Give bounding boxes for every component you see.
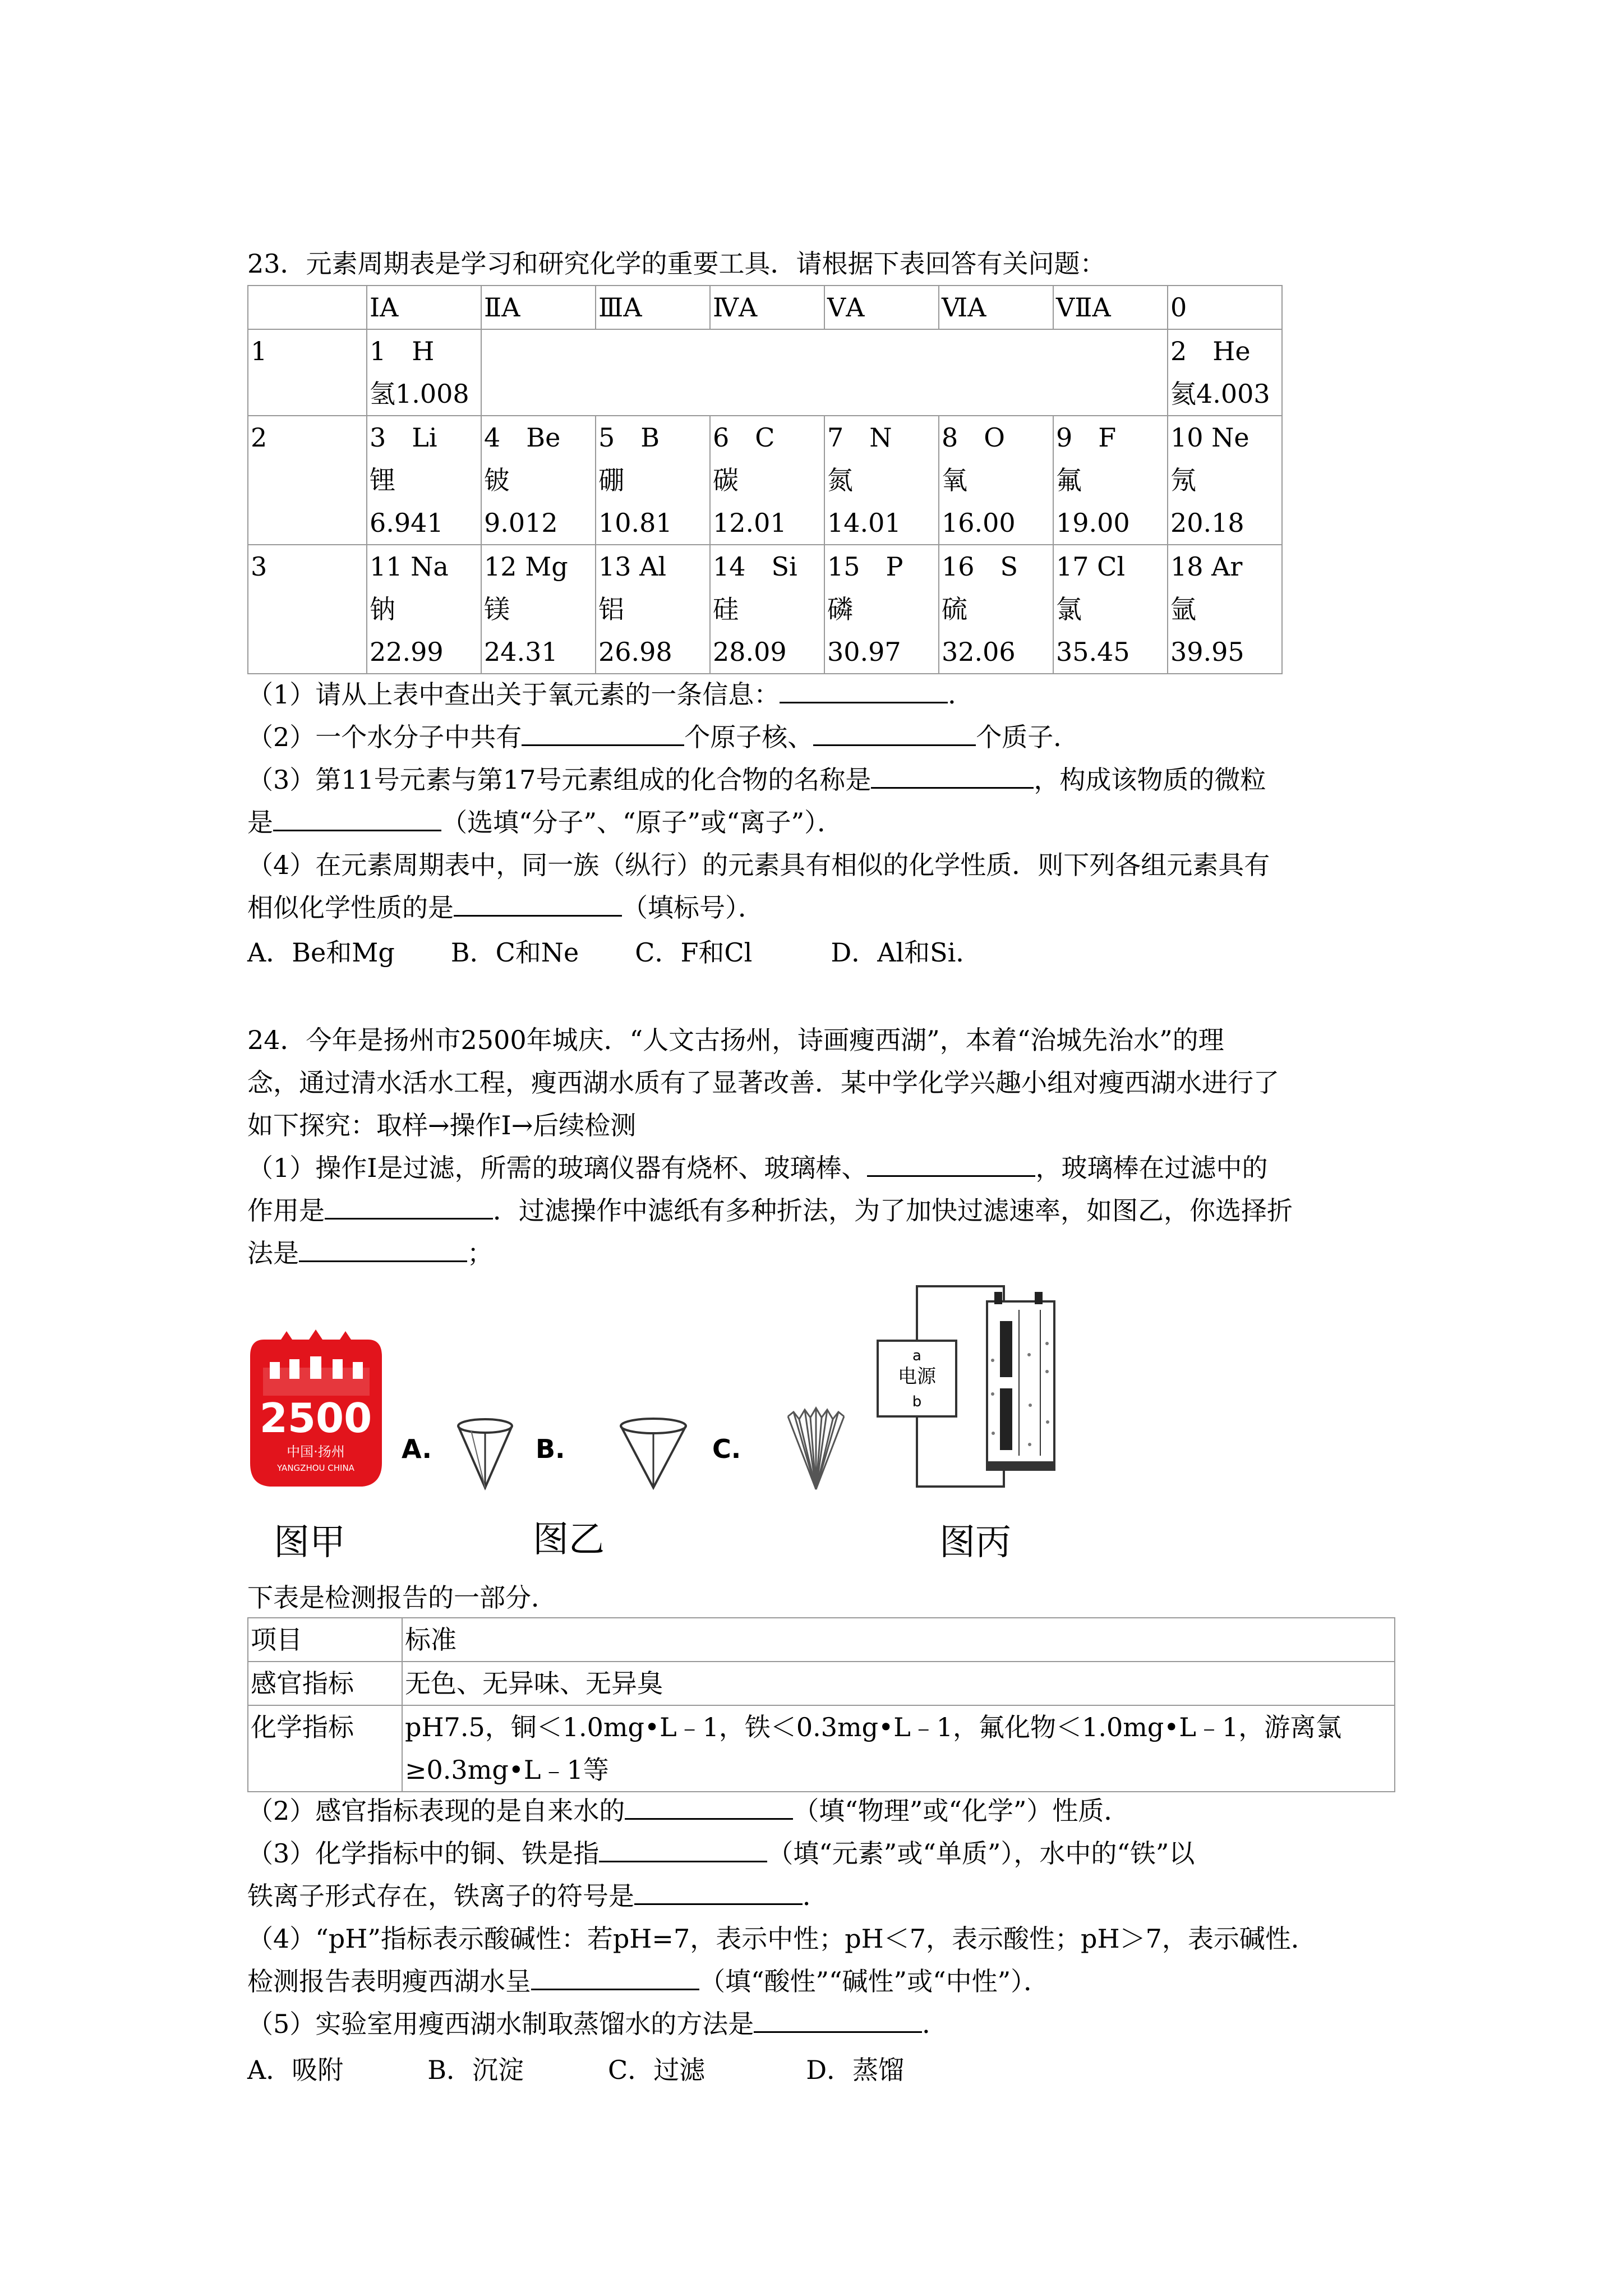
element-name: 铝	[598, 594, 624, 624]
element-mass: 32.06	[942, 637, 1016, 667]
report-value-line: ≥0.3mg•L﹣1等	[405, 1755, 609, 1785]
header-cell: ⅠA	[367, 286, 481, 329]
header-cell: ⅤA	[824, 286, 939, 329]
logo-english: YANGZHOU CHINA	[277, 1463, 354, 1473]
element-symbol: 8 O	[942, 422, 1005, 453]
element-name: 硫	[942, 594, 967, 624]
answer-blank[interactable]	[871, 765, 1034, 789]
element-name: 氩	[1170, 594, 1196, 624]
table-row	[248, 1618, 1395, 1662]
terminal-b-label: b	[912, 1393, 922, 1410]
element-symbol: 17 Cl	[1056, 551, 1126, 582]
element-cell	[824, 545, 939, 674]
fluted-fold-c-icon	[782, 1405, 850, 1495]
text: （填“酸性”“碱性”或“中性”）．	[699, 1966, 1050, 1996]
element-name: 镁	[484, 594, 510, 624]
text: （2）一个水分子中共有	[247, 722, 522, 752]
option-b[interactable]: B．C和Ne	[450, 937, 579, 968]
answer-blank[interactable]	[599, 1838, 767, 1862]
element-name: 铍	[484, 465, 510, 495]
report-key: 项目	[248, 1618, 402, 1662]
element-cell	[367, 545, 481, 674]
q24-sub1	[247, 1147, 1267, 1189]
element-cell	[1053, 416, 1168, 545]
element-cell	[1168, 545, 1282, 674]
element-mass: 6.941	[370, 508, 444, 538]
text: 是	[247, 807, 273, 838]
text: 个质子．	[976, 722, 1080, 752]
text: ．	[948, 679, 974, 710]
text: ．	[803, 1881, 828, 1911]
element-symbol: 2 He	[1170, 336, 1251, 366]
text: 作用是	[247, 1195, 325, 1226]
inspection-report-table	[247, 1617, 1395, 1792]
element-mass: 14.01	[827, 508, 901, 538]
element-mass: 28.09	[713, 637, 787, 667]
text: （填“元素”或“单质”），水中的“铁”以	[767, 1838, 1195, 1869]
element-cell	[1168, 416, 1282, 545]
element-cell	[481, 545, 596, 674]
figure-jia-caption: 图甲	[274, 1522, 345, 1563]
element-mass: 39.95	[1170, 637, 1244, 667]
answer-blank[interactable]	[273, 807, 441, 831]
element-symbol: 7 N	[827, 422, 892, 453]
text: （1）请从上表中查出关于氧元素的一条信息：	[247, 679, 780, 710]
header-cell: 0	[1168, 286, 1282, 329]
element-symbol: 3 Li	[370, 422, 437, 453]
q24-sub2	[247, 1789, 1129, 1832]
table-row	[248, 545, 1282, 674]
power-supply-label: 电源	[898, 1365, 936, 1388]
table-row	[248, 416, 1282, 545]
element-name: 钠	[370, 594, 395, 624]
header-cell: ⅤⅡA	[1053, 286, 1168, 329]
element-mass: 26.98	[598, 637, 672, 667]
text: ；	[467, 1238, 493, 1268]
text: 个原子核、	[684, 722, 814, 752]
logo-year: 2500	[259, 1395, 372, 1442]
answer-blank[interactable]	[780, 679, 948, 703]
element-name: 磷	[827, 594, 853, 624]
answer-blank[interactable]	[522, 722, 684, 746]
text: （5）实验室用瘦西湖水制取蒸馏水的方法是	[247, 2009, 754, 2039]
text: ．过滤操作中滤纸有多种折法，为了加快过滤速率，如图乙，你选择折	[493, 1195, 1293, 1226]
text: （填“物理”或“化学”）性质．	[793, 1796, 1130, 1826]
element-symbol: 4 Be	[484, 422, 561, 453]
element-symbol: 14 Si	[713, 551, 797, 582]
element-mass: 12.01	[713, 508, 787, 538]
table-row	[248, 1705, 1395, 1792]
element-cell-he	[1168, 329, 1282, 416]
q24-sub4: （4）“pH”指标表示酸碱性：若pH=7，表示中性；pH＜7，表示酸性；pH＞7，表示碱性．	[247, 1924, 1317, 1954]
text: 检测报告表明瘦西湖水呈	[247, 1966, 531, 1996]
period-cell: 1	[248, 329, 367, 416]
element-name: 氟	[1056, 465, 1082, 495]
fold-option-c-label: C.	[712, 1434, 741, 1464]
q23-sub3-cont	[247, 801, 843, 844]
element-name: 锂	[370, 465, 395, 495]
text: （1）操作Ⅰ是过滤，所需的玻璃仪器有烧杯、玻璃棒、	[247, 1153, 868, 1183]
q23-sub4: （4）在元素周期表中，同一族（纵行）的元素具有相似的化学性质．则下列各组元素具有	[247, 850, 1270, 880]
q24-para2: 念，通过清水活水工程，瘦西湖水质有了显著改善．某中学化学兴趣小组对瘦西湖水进行了	[247, 1068, 1279, 1098]
element-symbol: 10 Ne	[1170, 422, 1249, 453]
element-symbol: 9 F	[1056, 422, 1117, 453]
q23-sub3	[247, 758, 1266, 801]
answer-blank[interactable]	[625, 1796, 793, 1820]
report-value-line: pH7.5，铜＜1.0mg•L﹣1，铁＜0.3mg•L﹣1，氟化物＜1.0mg•L﹣1，游离氯	[405, 1712, 1342, 1742]
answer-blank[interactable]	[299, 1238, 467, 1262]
q23-sub2	[247, 716, 1079, 758]
option-c[interactable]: C．F和Cl	[635, 937, 753, 968]
header-cell: ⅢA	[596, 286, 710, 329]
text: ，构成该物质的微粒	[1034, 765, 1266, 795]
element-name: 氖	[1170, 465, 1196, 495]
text: ，玻璃棒在过滤中的	[1035, 1153, 1268, 1183]
q24-sub4-cont	[247, 1960, 1049, 2003]
element-cell-h	[367, 329, 481, 416]
element-mass: 19.00	[1056, 508, 1130, 538]
terminal-a-label: a	[912, 1347, 921, 1364]
answer-blank[interactable]	[634, 1881, 803, 1905]
element-mass: 16.00	[942, 508, 1016, 538]
funnel-fold-b-icon	[617, 1415, 690, 1493]
q24-sub3-cont	[247, 1875, 828, 1917]
q23-title: 23．元素周期表是学习和研究化学的重要工具．请根据下表回答有关问题：	[247, 249, 1106, 279]
option-b[interactable]: B．沉淀	[427, 2055, 524, 2085]
q24-sub1-cont2	[247, 1232, 493, 1274]
element-mass: 24.31	[484, 637, 558, 667]
option-d[interactable]: D．蒸馏	[806, 2055, 905, 2085]
element-name: 氯	[1056, 594, 1082, 624]
q23-sub1	[247, 673, 974, 716]
element-name: 氮	[827, 465, 853, 495]
element-cell	[710, 416, 824, 545]
header-cell: ⅣA	[710, 286, 824, 329]
q24-sub3	[247, 1832, 1195, 1875]
element-name-mass: 氢1.008	[370, 379, 469, 409]
q23-sub4-cont	[247, 886, 764, 929]
q24-para1: 24．今年是扬州市2500年城庆．“人文古扬州，诗画瘦西湖”，本着“治城先治水”的理	[247, 1025, 1224, 1055]
text: （选填“分子”、“原子”或“离子”）．	[441, 807, 843, 838]
element-cell	[596, 545, 710, 674]
element-symbol: 11 Na	[370, 551, 449, 582]
answer-blank[interactable]	[325, 1195, 493, 1220]
answer-blank[interactable]	[454, 892, 622, 917]
answer-blank[interactable]	[531, 1966, 699, 1990]
text: 相似化学性质的是	[247, 892, 454, 923]
element-symbol: 15 P	[827, 551, 903, 582]
q24-sub1-cont	[247, 1189, 1293, 1232]
element-cell	[710, 545, 824, 674]
q24-para3: 如下探究：取样→操作Ⅰ→后续检测	[247, 1110, 637, 1140]
element-cell	[824, 416, 939, 545]
element-mass: 35.45	[1056, 637, 1130, 667]
element-symbol: 6 C	[713, 422, 775, 453]
element-name: 碳	[713, 465, 739, 495]
header-cell	[248, 286, 367, 329]
figure-bing-caption: 图丙	[939, 1522, 1011, 1563]
fold-option-b-label: B.	[536, 1434, 565, 1464]
report-value	[402, 1705, 1395, 1792]
element-cell	[1053, 545, 1168, 674]
element-mass: 10.81	[598, 508, 672, 538]
element-name: 硅	[713, 594, 739, 624]
option-c[interactable]: C．过滤	[608, 2055, 706, 2085]
text: （填标号）．	[622, 892, 764, 923]
element-mass: 22.99	[370, 637, 444, 667]
answer-blank[interactable]	[867, 1153, 1035, 1177]
element-symbol: 1 H	[370, 336, 435, 366]
figure-yi-caption: 图乙	[533, 1519, 605, 1561]
table-header-row	[248, 286, 1282, 329]
logo-subtitle: 中国·扬州	[287, 1444, 345, 1460]
q23-options	[247, 931, 981, 974]
element-name-mass: 氦4.003	[1170, 379, 1270, 409]
element-cell	[939, 416, 1053, 545]
text: ．	[922, 2009, 948, 2039]
header-cell: ⅥA	[939, 286, 1053, 329]
period-cell: 3	[248, 545, 367, 674]
option-a[interactable]: A．Be和Mg	[247, 937, 395, 968]
element-symbol: 16 S	[942, 551, 1018, 582]
report-intro: 下表是检测报告的一部分．	[247, 1582, 557, 1613]
funnel-fold-a-icon	[454, 1415, 516, 1493]
q24-options	[247, 2049, 904, 2091]
element-mass: 9.012	[484, 508, 558, 538]
empty-span-cell	[481, 329, 1168, 416]
element-symbol: 12 Mg	[484, 551, 568, 582]
text: （3）第11号元素与第17号元素组成的化合物的名称是	[247, 765, 872, 795]
table-row	[248, 1662, 1395, 1705]
table-row	[248, 329, 1282, 416]
element-name: 氧	[942, 465, 967, 495]
answer-blank[interactable]	[813, 722, 976, 746]
report-key: 感官指标	[248, 1662, 402, 1705]
element-symbol: 18 Ar	[1170, 551, 1243, 582]
header-cell: ⅡA	[481, 286, 596, 329]
electrolysis-apparatus	[872, 1276, 1063, 1503]
period-cell: 2	[248, 416, 367, 545]
element-mass: 20.18	[1170, 508, 1244, 538]
q24-sub5	[247, 2003, 948, 2045]
text: 法是	[247, 1238, 299, 1268]
element-symbol: 13 Al	[598, 551, 667, 582]
option-a[interactable]: A．吸附	[247, 2055, 344, 2085]
option-d[interactable]: D．Al和Si．	[831, 937, 982, 968]
report-value: 标准	[402, 1618, 1395, 1662]
element-name: 硼	[598, 465, 624, 495]
answer-blank[interactable]	[754, 2009, 922, 2033]
fold-option-a-label: A.	[402, 1434, 432, 1464]
periodic-table	[247, 285, 1283, 674]
element-cell	[939, 545, 1053, 674]
report-value: 无色、无异味、无异臭	[402, 1662, 1395, 1705]
element-cell	[367, 416, 481, 545]
text: （2）感官指标表现的是自来水的	[247, 1796, 625, 1826]
text: 铁离子形式存在，铁离子的符号是	[247, 1881, 634, 1911]
element-cell	[596, 416, 710, 545]
text: （3）化学指标中的铜、铁是指	[247, 1838, 600, 1869]
element-mass: 30.97	[827, 637, 901, 667]
report-key: 化学指标	[248, 1705, 402, 1792]
element-symbol: 5 B	[598, 422, 660, 453]
yangzhou-2500-logo	[247, 1328, 385, 1491]
element-cell	[481, 416, 596, 545]
